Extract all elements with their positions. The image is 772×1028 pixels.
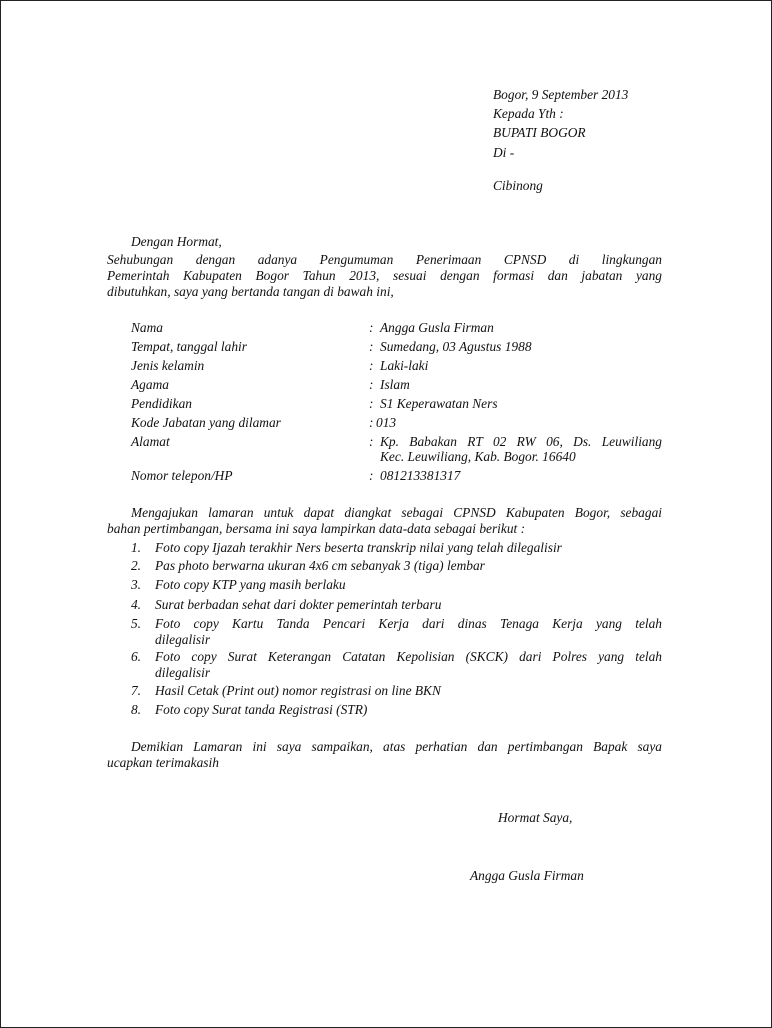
greeting: Dengan Hormat, (131, 234, 222, 249)
list-item: Surat berbadan sehat dari dokter pemerintah terbaru (155, 597, 442, 612)
field-colon: : (369, 320, 374, 335)
list-number: 5. (130, 616, 141, 631)
field-colon: : (369, 434, 374, 449)
field-label: Jenis kelamin (131, 358, 205, 373)
signature-salutation: Hormat Saya, (498, 810, 573, 825)
list-number: 1. (130, 540, 141, 555)
list-item: Foto copy Surat tanda Registrasi (STR) (155, 702, 368, 717)
list-item: Foto copy Kartu Tanda Pencari Kerja dari dinas Tenaga Kerja yang telah (155, 616, 662, 631)
field-value: Sumedang, 03 Agustus 1988 (380, 339, 532, 354)
field-value: S1 Keperawatan Ners (380, 396, 498, 411)
field-value: 081213381317 (380, 468, 461, 483)
list-item: Foto copy Ijazah terakhir Ners beserta transkrip nilai yang telah dilegalisir (155, 540, 562, 555)
field-value: Islam (380, 377, 410, 392)
closing-line: Demikian Lamaran ini saya sampaikan, atas perhatian dan pertimbangan Bapak saya (131, 739, 662, 754)
field-label: Nomor telepon/HP (131, 468, 233, 483)
list-item: Pas photo berwarna ukuran 4x6 cm sebanyak 3 (tiga) lembar (155, 558, 485, 573)
list-item: Foto copy KTP yang masih berlaku (155, 577, 346, 592)
intro-line: Pemerintah Kabupaten Bogor Tahun 2013, sesuai dengan formasi dan jabatan yang (107, 268, 662, 283)
field-colon: : (369, 377, 374, 392)
recipient-place: Cibinong (493, 178, 543, 193)
list-number: 2. (130, 558, 141, 573)
field-label: Alamat (131, 434, 170, 449)
list-number: 6. (130, 649, 141, 664)
field-value: Laki-laki (380, 358, 429, 373)
field-value: 013 (376, 415, 397, 430)
field-colon: : (369, 358, 374, 373)
letter-date: Bogor, 9 September 2013 (493, 87, 629, 102)
application-line: Mengajukan lamaran untuk dapat diangkat sebagai CPNSD Kabupaten Bogor, sebagai (131, 505, 662, 520)
list-number: 3. (130, 577, 141, 592)
field-value: Angga Gusla Firman (380, 320, 494, 335)
intro-line: Sehubungan dengan adanya Pengumuman Penerimaan CPNSD di lingkungan (107, 252, 662, 267)
field-label: Tempat, tanggal lahir (131, 339, 247, 354)
list-number: 4. (130, 597, 141, 612)
field-label: Kode Jabatan yang dilamar (131, 415, 281, 430)
field-value: Kec. Leuwiliang, Kab. Bogor. 16640 (380, 449, 576, 464)
field-colon: : (369, 468, 374, 483)
intro-line: dibutuhkan, saya yang bertanda tangan di bawah ini, (107, 284, 394, 299)
list-item: Foto copy Surat Keterangan Catatan Kepolisian (SKCK) dari Polres yang telah (155, 649, 662, 664)
list-item-continuation: dilegalisir (155, 632, 211, 647)
application-line: bahan pertimbangan, bersama ini saya lampirkan data-data sebagai berikut : (107, 521, 526, 536)
field-label: Agama (131, 377, 169, 392)
field-colon: : (369, 396, 374, 411)
field-colon: : (369, 339, 374, 354)
list-item: Hasil Cetak (Print out) nomor registrasi on line BKN (155, 683, 441, 698)
recipient-at: Di - (493, 145, 515, 160)
list-number: 7. (130, 683, 141, 698)
closing-line: ucapkan terimakasih (107, 755, 219, 770)
field-label: Nama (131, 320, 163, 335)
field-label: Pendidikan (131, 396, 192, 411)
field-value: Kp. Babakan RT 02 RW 06, Ds. Leuwiliang (380, 434, 662, 449)
list-item-continuation: dilegalisir (155, 665, 211, 680)
signature-name: Angga Gusla Firman (470, 868, 584, 883)
list-number: 8. (130, 702, 141, 717)
recipient-name: BUPATI BOGOR (493, 125, 586, 140)
to-line: Kepada Yth : (493, 106, 564, 121)
field-colon: : (369, 415, 374, 430)
